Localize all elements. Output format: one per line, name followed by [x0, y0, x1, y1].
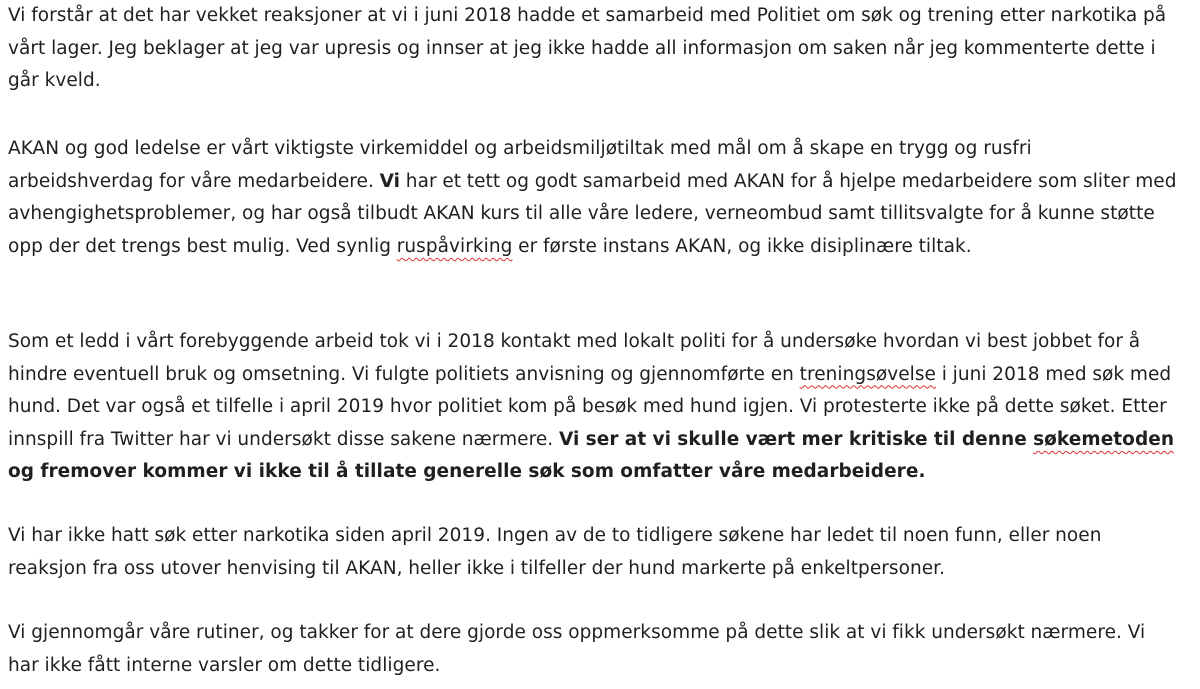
paragraph-3-bold-text-f: og fremover kommer vi ikke til å tillate generelle søk som omfatter våre medarbeidere. — [8, 461, 926, 483]
paragraph-4 — [8, 520, 1180, 585]
paragraph-1 — [8, 0, 1180, 98]
paragraph-3-text-c: i juni 2018 med søk med hund. Det var også et tilfelle i april 2019 hvor politiet kom på besøk med hund igjen. Vi protesterte ikke på dette søket. Etter innspill fra Twitter har vi undersøkt disse sakene nærmere. — [8, 363, 1172, 450]
spellcheck-flagged-word[interactable]: ruspåvirking — [396, 235, 513, 257]
paragraph-2-text-e: er første instans AKAN, og ikke disiplinære tiltak. — [512, 235, 972, 257]
paragraph-2-text-a: AKAN og god ledelse er vårt viktigste virkemiddel og arbeidsmiljøtiltak med mål om å skape en trygg og rusfri arbeidshverdag for våre medarbeidere. — [8, 138, 1032, 192]
paragraph-2-text-c: har et tett og godt samarbeid med AKAN for å hjelpe medarbeidere som sliter med avhengighetsproblemer, og har også tilbudt AKAN kurs til alle våre ledere, verneombud samt tillitsvalgte for å kunne støtte opp der det trengs best mulig. Ved synlig — [8, 170, 1177, 257]
spellcheck-flagged-word[interactable]: søkemetoden — [1033, 428, 1175, 450]
paragraph-3 — [8, 326, 1180, 489]
spellcheck-flagged-word[interactable]: treningsøvelse — [799, 363, 936, 385]
paragraph-2 — [8, 133, 1180, 263]
paragraph-5-text: Vi gjennomgår våre rutiner, og takker for at dere gjorde oss oppmerksomme på dette slik at vi fikk undersøkt nærmere. Vi har ikke fått interne varsler om dette tidligere. — [8, 622, 1146, 676]
paragraph-4-text: Vi har ikke hatt søk etter narkotika siden april 2019. Ingen av de to tidligere søkene har ledet til noen funn, eller noen reaksjon fra oss utover henvising til AKAN, heller ikke i tilfeller der hund markerte på enkeltpersoner. — [8, 525, 1102, 579]
paragraph-5 — [8, 617, 1180, 682]
paragraph-2-bold-word: Vi — [379, 170, 401, 192]
paragraph-3-bold-text-d: Vi ser at vi skulle vært mer kritiske til denne — [558, 428, 1034, 450]
paragraph-3-text-a: Som et ledd i vårt forebyggende arbeid tok vi i 2018 kontakt med lokalt politi for å undersøke hvordan vi best jobbet for å hindre eventuell bruk og omsetning. Vi fulgte politiets anvisning og gjennomførte en — [8, 331, 1141, 385]
paragraph-1-text: Vi forstår at det har vekket reaksjoner at vi i juni 2018 hadde et samarbeid med Politiet om søk og trening etter narkotika på vårt lager. Jeg beklager at jeg var upresis og innser at jeg ikke hadde all informasjon om saken når jeg kommenterte dette i går kveld. — [8, 5, 1167, 92]
